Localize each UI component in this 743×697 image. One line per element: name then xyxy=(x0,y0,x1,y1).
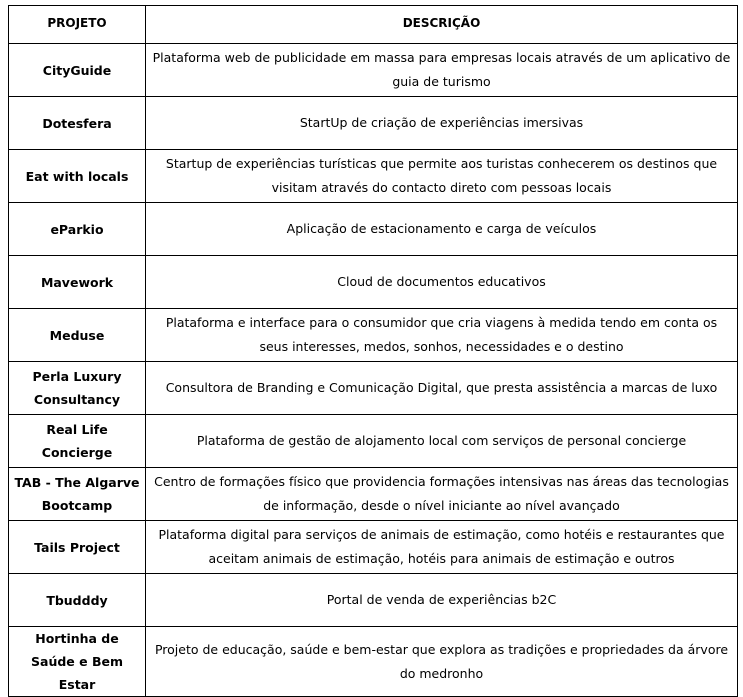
project-name: Tails Project xyxy=(9,521,146,574)
project-name: Mavework xyxy=(9,256,146,309)
project-description: Plataforma e interface para o consumidor que cria viagens à medida tendo em conta os seus interesses, medos, sonhos, necessidades e o destino xyxy=(146,309,738,362)
column-header-description: DESCRIÇÃO xyxy=(146,6,738,44)
table-row xyxy=(9,362,738,415)
project-name: Real Life Concierge xyxy=(9,415,146,468)
table-row xyxy=(9,256,738,309)
table-row xyxy=(9,97,738,150)
table-row xyxy=(9,574,738,627)
project-description: Plataforma digital para serviços de animais de estimação, como hotéis e restaurantes que aceitam animais de estimação, hotéis para animais de estimação e outros xyxy=(146,521,738,574)
project-description: Consultora de Branding e Comunicação Digital, que presta assistência a marcas de luxo xyxy=(146,362,738,415)
project-description: Portal de venda de experiências b2C xyxy=(146,574,738,627)
project-description: Startup de experiências turísticas que permite aos turistas conhecerem os destinos que visitam através do contacto direto com pessoas locais xyxy=(146,150,738,203)
column-header-project: PROJETO xyxy=(9,6,146,44)
project-name: Eat with locals xyxy=(9,150,146,203)
table-row xyxy=(9,44,738,97)
project-name: CityGuide xyxy=(9,44,146,97)
table-row xyxy=(9,627,738,697)
project-description: Cloud de documentos educativos xyxy=(146,256,738,309)
table-row xyxy=(9,415,738,468)
project-name: Meduse xyxy=(9,309,146,362)
table-row xyxy=(9,521,738,574)
project-name: Perla Luxury Consultancy xyxy=(9,362,146,415)
table-row xyxy=(9,309,738,362)
project-name: Tbudddy xyxy=(9,574,146,627)
project-description: Plataforma web de publicidade em massa para empresas locais através de um aplicativo de guia de turismo xyxy=(146,44,738,97)
project-description: Projeto de educação, saúde e bem-estar que explora as tradições e propriedades da árvore do medronho xyxy=(146,627,738,697)
table-row xyxy=(9,150,738,203)
table-row xyxy=(9,468,738,521)
project-description: StartUp de criação de experiências imersivas xyxy=(146,97,738,150)
project-description: Aplicação de estacionamento e carga de veículos xyxy=(146,203,738,256)
table-row xyxy=(9,203,738,256)
project-name: Hortinha de Saúde e Bem Estar xyxy=(9,627,146,697)
project-name: Dotesfera xyxy=(9,97,146,150)
projects-table xyxy=(8,5,738,697)
table-header-row xyxy=(9,6,738,44)
project-name: TAB - The Algarve Bootcamp xyxy=(9,468,146,521)
project-description: Plataforma de gestão de alojamento local com serviços de personal concierge xyxy=(146,415,738,468)
project-description: Centro de formações físico que providencia formações intensivas nas áreas das tecnologias de informação, desde o nível iniciante ao nível avançado xyxy=(146,468,738,521)
project-name: eParkio xyxy=(9,203,146,256)
